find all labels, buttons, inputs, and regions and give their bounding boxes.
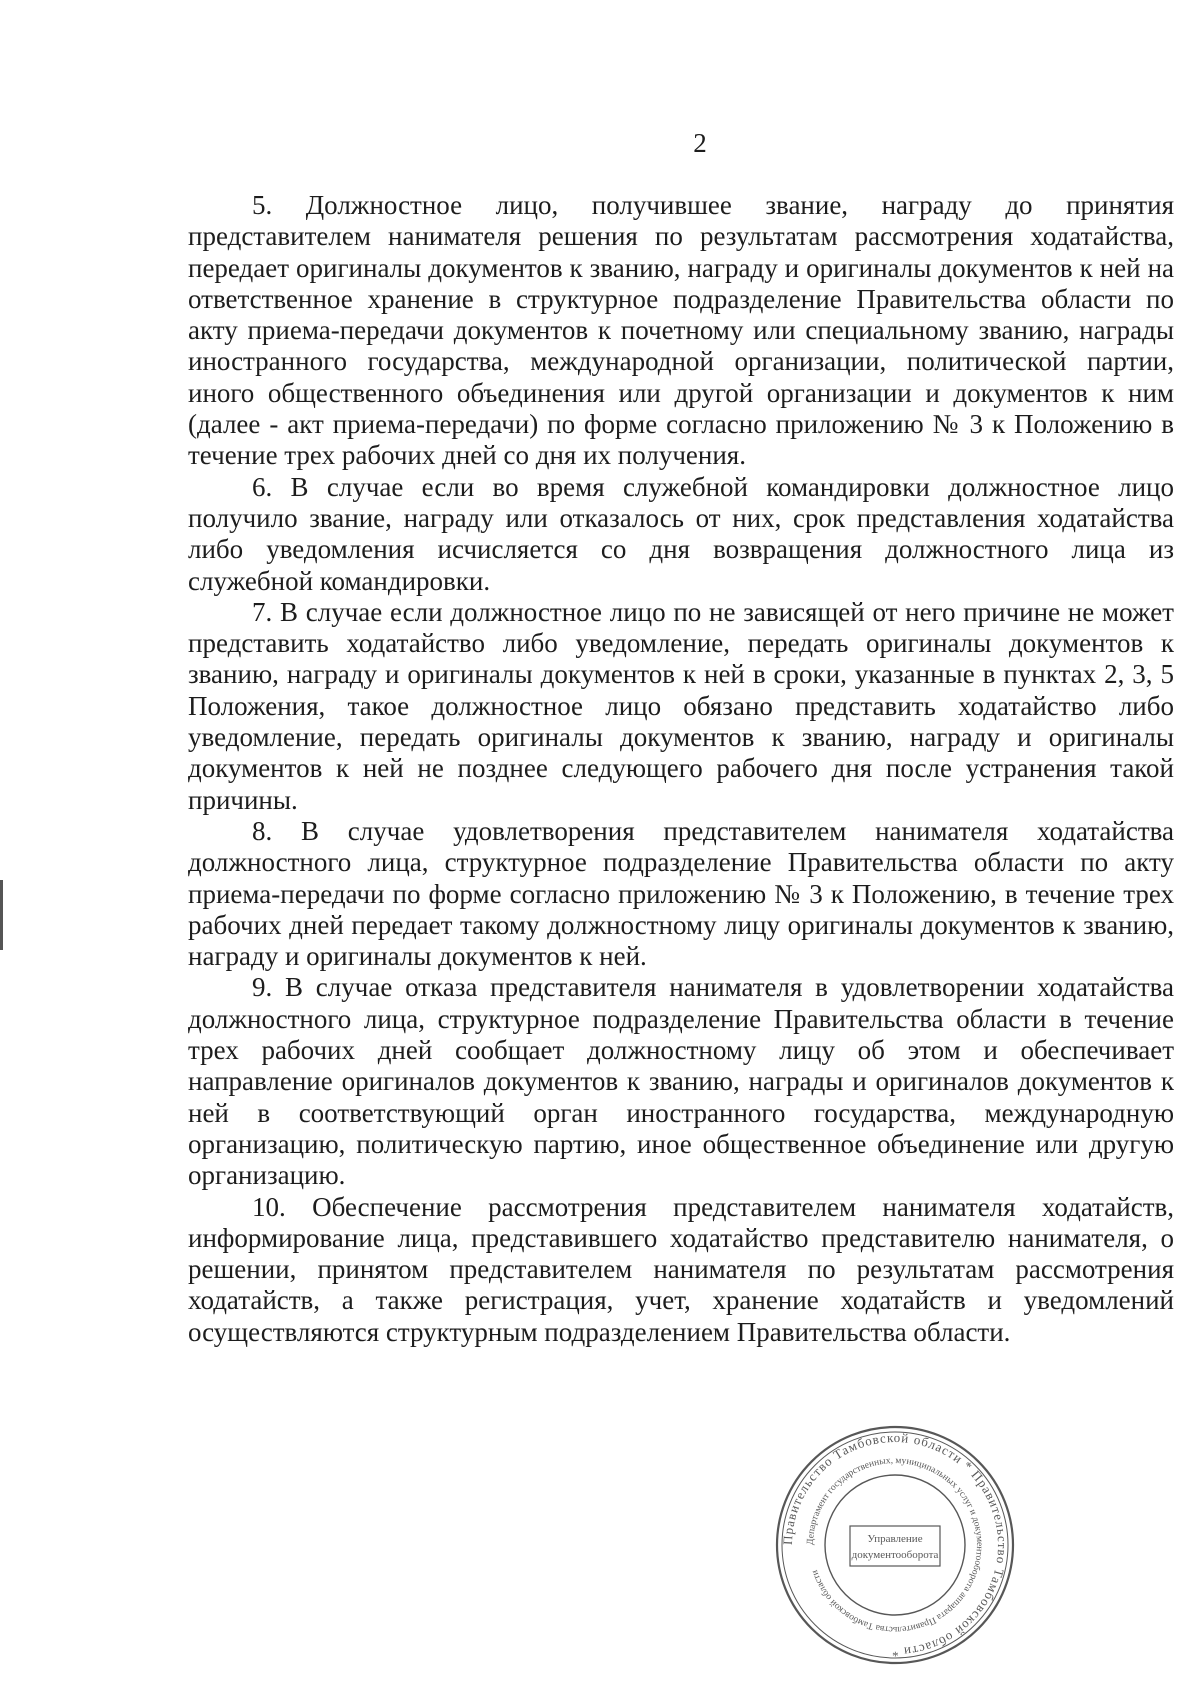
stamp-center-line-1: Управление	[867, 1533, 923, 1545]
page-number: 2	[693, 128, 707, 158]
document-body	[188, 190, 1174, 1348]
scan-edge-mark	[0, 880, 3, 950]
paragraph-8: 8. В случае удовлетворения представителем нанимателя ходатайства должностного лица, структурное подразделение Правительства области по акту приема-передачи по форме согласно приложению № 3 к Положению, в течение трех рабочих дней передает такому должностному лицу оригиналы документов к званию, награду и оригиналы документов к ней.	[188, 815, 1174, 972]
paragraph-5: 5. Должностное лицо, получившее звание, награду до принятия представителем нанимателя решения по результатам рассмотрения ходатайства, передает оригиналы документов к званию, награду и оригиналы документов к ней на ответственное хранение в структурное подразделение Правительства области по акту приема-передачи документов к почетному или специальному званию, награды иностранного государства, международной организации, политической партии, иного общественного объединения или другой организации и документов к ним (далее - акт приема-передачи) по форме согласно приложению № 3 к Положению в течение трех рабочих дней со дня их получения.	[188, 190, 1174, 471]
stamp-outer-text: Правительство Тамбовской области * Правительство Тамбовской области *	[779, 1429, 1011, 1661]
stamp-inner-text: Департамент государственных, муниципальных услуг и документооборота аппарата Правительства Тамбовской области	[805, 1455, 985, 1635]
official-seal-stamp	[770, 1420, 1020, 1670]
stamp-center-line-2: документооборота	[851, 1549, 939, 1561]
paragraph-9: 9. В случае отказа представителя нанимателя в удовлетворении ходатайства должностного лица, структурное подразделение Правительства области в течение трех рабочих дней сообщает должностному лицу об этом и обеспечивает направление оригиналов документов к званию, награды и оригиналов документов к ней в соответствующий орган иностранного государства, международную организацию, политическую партию, иное общественное объединение или другую организацию.	[188, 972, 1174, 1191]
paragraph-7: 7. В случае если должностное лицо по не зависящей от него причине не может представить ходатайство либо уведомление, передать оригиналы документов к званию, награду и оригиналы документов к ней в сроки, указанные в пунктах 2, 3, 5 Положения, такое должностное лицо обязано представить ходатайство либо уведомление, передать оригиналы документов к званию, награду и оригиналы документов к ней не позднее следующего рабочего дня после устранения такой причины.	[188, 596, 1174, 815]
paragraph-10: 10. Обеспечение рассмотрения представителем нанимателя ходатайств, информирование лица, представившего ходатайство представителю нанимателя, о решении, принятом представителем нанимателя по результатам рассмотрения ходатайств, а также регистрация, учет, хранение ходатайств и уведомлений осуществляются структурным подразделением Правительства области.	[188, 1191, 1174, 1347]
paragraph-6: 6. В случае если во время служебной командировки должностное лицо получило звание, награду или отказалось от них, срок представления ходатайства либо уведомления исчисляется со дня возвращения должностного лица из служебной командировки.	[188, 471, 1174, 596]
